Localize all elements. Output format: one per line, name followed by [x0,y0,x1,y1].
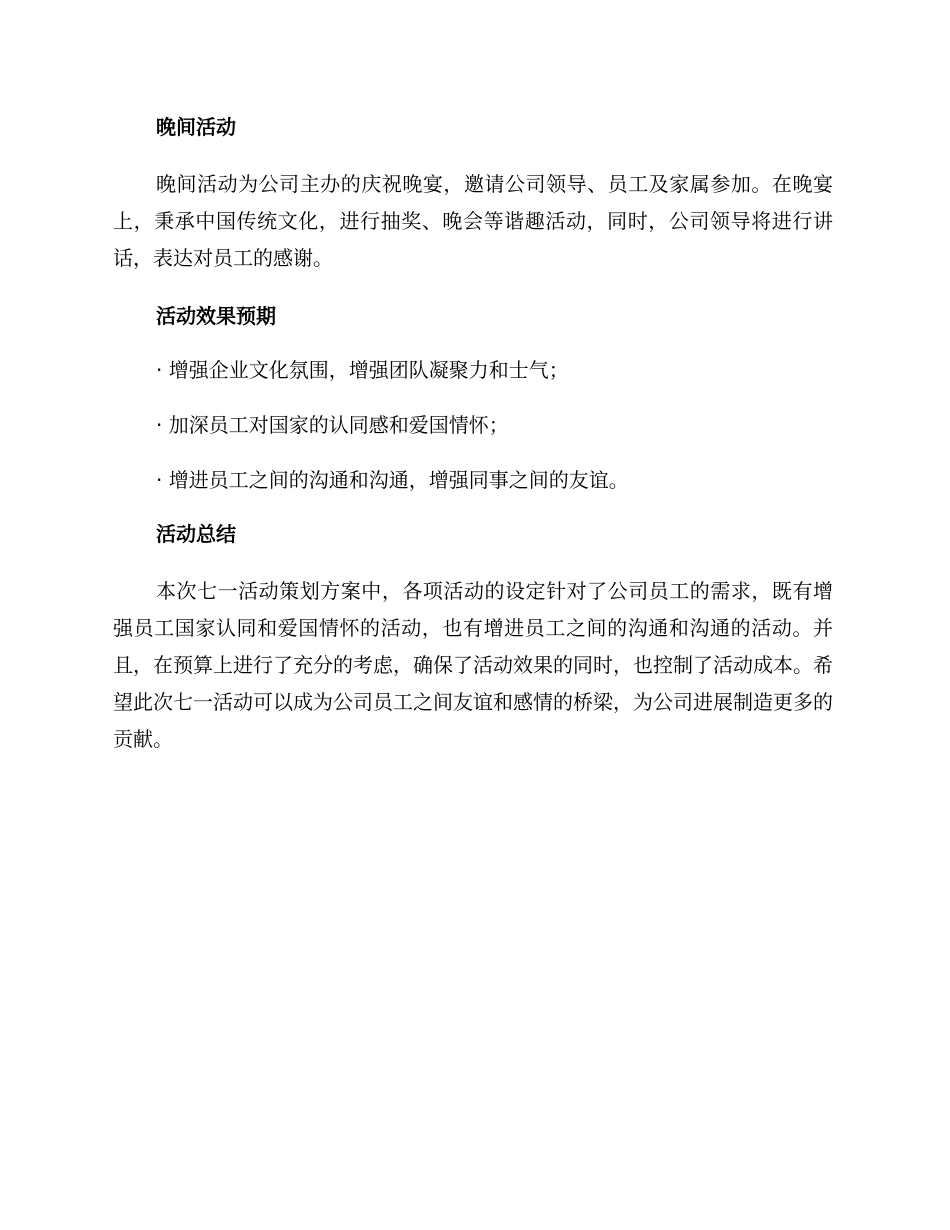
document-body [113,112,833,758]
section-heading-evening-activity: 晚间活动 [156,115,236,139]
bullet-item: · 加深员工对国家的认同感和爱国情怀； [156,413,509,437]
section-heading-summary: 活动总结 [156,522,236,546]
paragraph-evening-activity: 晚间活动为公司主办的庆祝晚宴，邀请公司领导、员工及家属参加。在晚宴上，秉承中国传统文化，进行抽奖、晚会等谐趣活动，同时，公司领导将进行讲话，表达对员工的感谢。 [113,172,833,270]
bullet-item: · 增强企业文化氛围，增强团队凝聚力和士气； [156,358,569,382]
paragraph-summary: 本次七一活动策划方案中，各项活动的设定针对了公司员工的需求，既有增强员工国家认同和爱国情怀的活动，也有增进员工之间的沟通和沟通的活动。并且，在预算上进行了充分的考虑，确保了活动效果的同时，也控制了活动成本。希望此次七一活动可以成为公司员工之间友谊和感情的桥梁，为公司进展制造更多的贡献。 [113,579,833,751]
section-heading-expected-effects: 活动效果预期 [156,304,276,328]
bullet-item: · 增进员工之间的沟通和沟通，增强同事之间的友谊。 [156,468,629,492]
